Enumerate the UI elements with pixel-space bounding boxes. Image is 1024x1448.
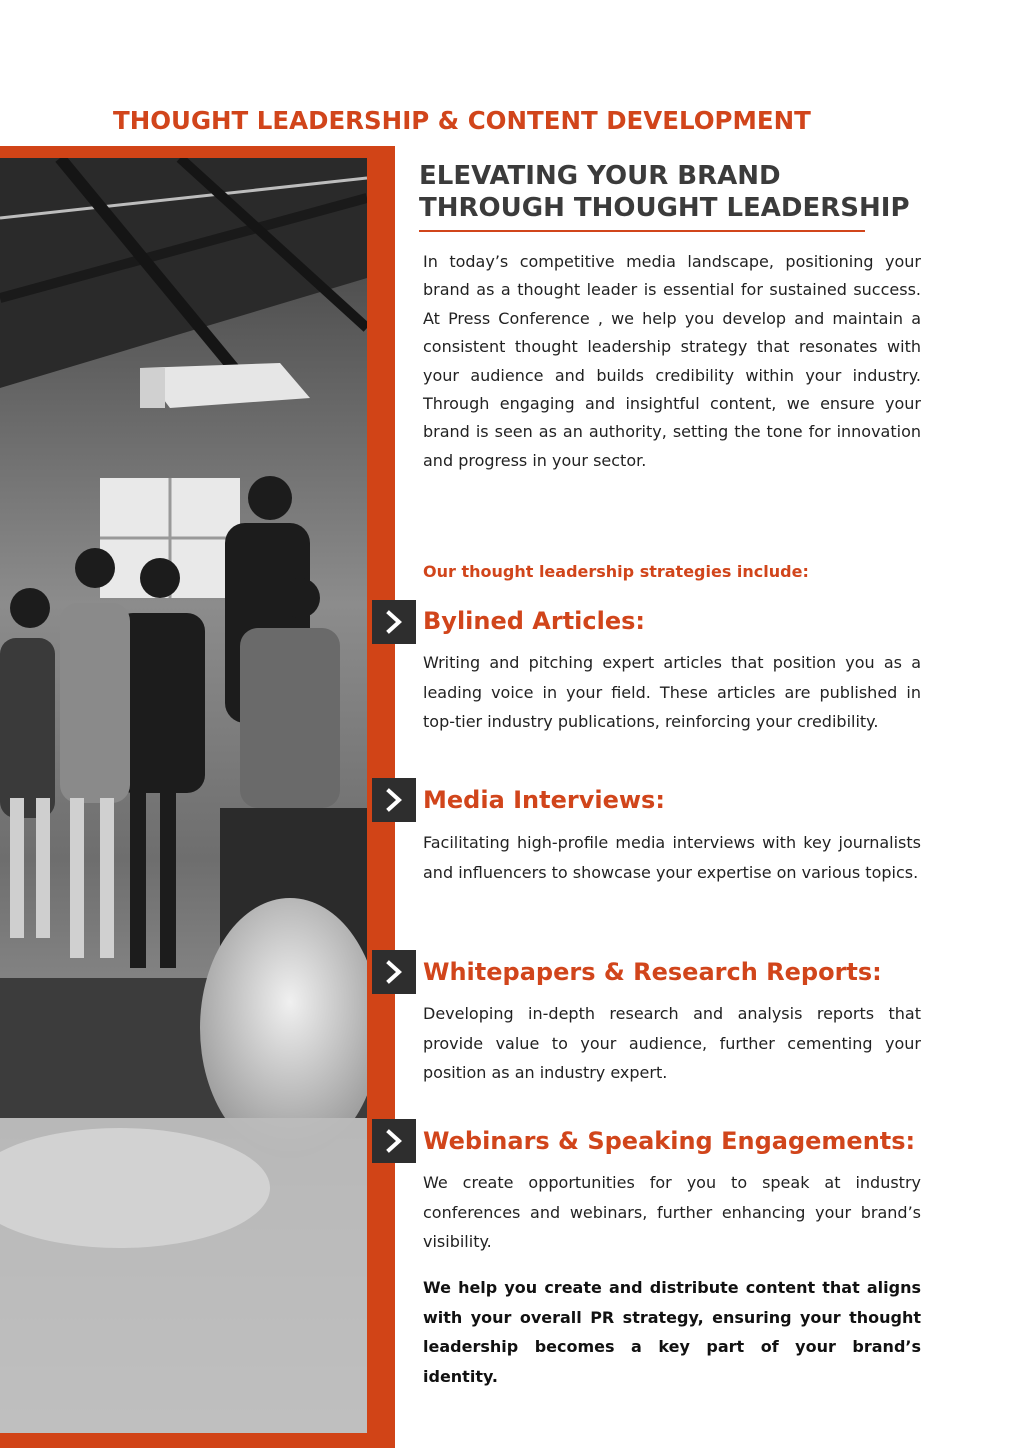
- event-photo: [0, 158, 367, 1433]
- intro-paragraph: In today’s competitive media landscape, positioning your brand as a thought leader is essential for sustained success. At Press Conference , we help you develop and maintain a consistent thought leadership strategy that resonates with your audience and builds credibility within your industry. Through engaging and insightful content, we ensure your brand is seen as an authority, setting the tone for innovation and progress in your sector.: [423, 252, 921, 470]
- strategies-subtitle: Our thought leadership strategies include:: [423, 562, 809, 581]
- strategy-title-whitepapers: Whitepapers & Research Reports:: [423, 958, 882, 986]
- heading-line-2: THROUGH THOUGHT LEADERSHIP: [419, 193, 910, 223]
- strategy-text-media-interviews: Facilitating high-profile media interviews with key journalists and influencers to showcase your expertise on various topics.: [423, 833, 921, 882]
- chevron-right-icon: [372, 1119, 416, 1163]
- chevron-right-icon: [372, 778, 416, 822]
- strategy-text-whitepapers: Developing in-depth research and analysis reports that provide value to your audience, further cementing your position as an industry expert.: [423, 1004, 921, 1082]
- chevron-right-icon: [372, 600, 416, 644]
- closing-statement: We help you create and distribute content that aligns with your overall PR strategy, ensuring your thought leadership becomes a key part of your brand’s identity.: [423, 1278, 921, 1386]
- strategy-text-bylined-articles: Writing and pitching expert articles that position you as a leading voice in your field. These articles are published in top-tier industry publications, reinforcing your credibility.: [423, 653, 921, 731]
- section-title: THOUGHT LEADERSHIP & CONTENT DEVELOPMENT: [113, 106, 811, 135]
- strategy-title-bylined-articles: Bylined Articles:: [423, 607, 646, 635]
- strategy-title-webinars: Webinars & Speaking Engagements:: [423, 1127, 916, 1155]
- heading-underline: [419, 230, 865, 232]
- strategy-title-media-interviews: Media Interviews:: [423, 786, 665, 814]
- chevron-right-icon: [372, 950, 416, 994]
- heading-line-1: ELEVATING YOUR BRAND: [419, 161, 781, 191]
- strategy-text-webinars: We create opportunities for you to speak at industry conferences and webinars, further enhancing your brand’s visibility.: [423, 1173, 921, 1251]
- page-heading: [419, 160, 979, 224]
